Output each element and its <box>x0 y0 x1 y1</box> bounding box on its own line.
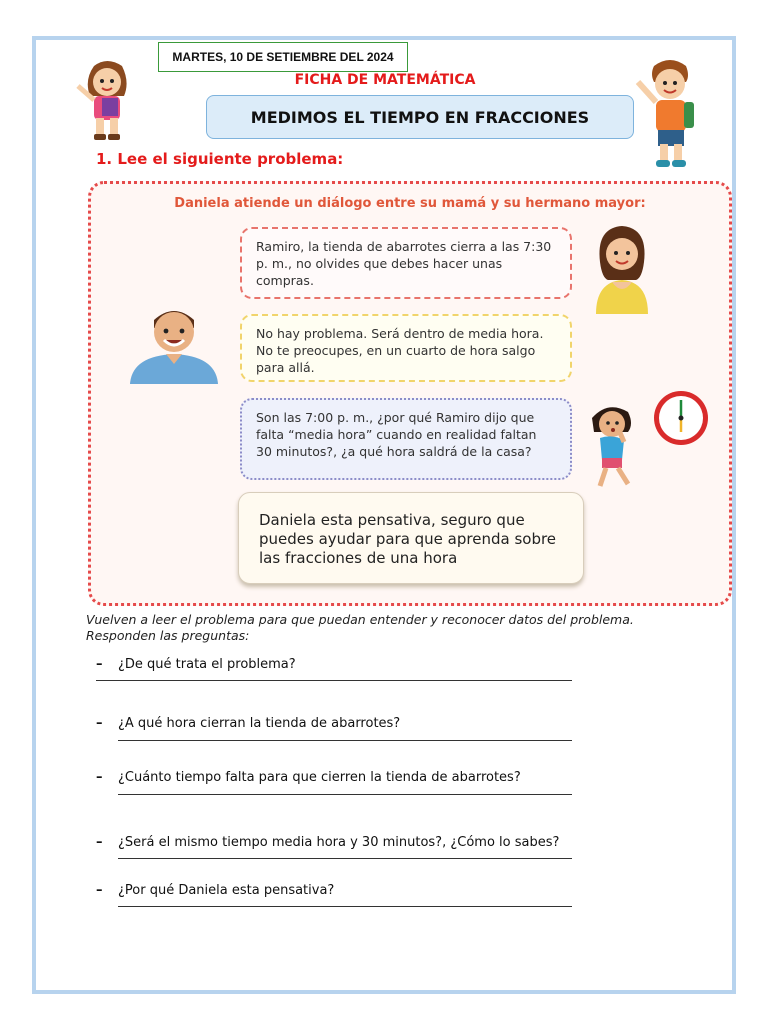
speech-bubble-brother: No hay problema. Será dentro de media hora. No te preocupes, en un cuarto de hora salgo para allá. <box>240 314 572 382</box>
question-text: ¿Será el mismo tiempo media hora y 30 minutos?, ¿Cómo lo sabes? <box>118 835 560 850</box>
speech-bubble-mom: Ramiro, la tienda de abarrotes cierra a las 7:30 p. m., no olvides que debes hacer unas compras. <box>240 227 572 299</box>
question-text: ¿Cuánto tiempo falta para que cierren la tienda de abarrotes? <box>118 770 521 785</box>
section-heading: 1. Lee el siguiente problema: <box>96 150 344 168</box>
question-text: ¿Por qué Daniela esta pensativa? <box>118 883 335 898</box>
story-heading: Daniela atiende un diálogo entre su mamá y su hermano mayor: <box>174 196 646 211</box>
bullet-dash: – <box>96 657 103 672</box>
bullet-dash: – <box>96 770 103 785</box>
question-item <box>96 657 716 672</box>
answer-line[interactable] <box>118 906 572 907</box>
conclusion-box: Daniela esta pensativa, seguro que puedes ayudar para que aprenda sobre las fracciones de una hora <box>238 492 584 584</box>
question-item <box>96 835 716 850</box>
worksheet-subtitle: FICHA DE MATEMÁTICA <box>294 72 476 88</box>
bullet-dash: – <box>96 835 103 850</box>
date-label: MARTES, 10 DE SETIEMBRE DEL 2024 <box>158 42 408 72</box>
page-title: MEDIMOS EL TIEMPO EN FRACCIONES <box>206 95 634 139</box>
instructions-text: Vuelven a leer el problema para que puedan entender y reconocer datos del problema. Responden las preguntas: <box>86 612 634 643</box>
mother-icon <box>582 222 662 314</box>
girl-student-icon <box>72 56 142 142</box>
question-text: ¿A qué hora cierran la tienda de abarrotes? <box>118 716 401 731</box>
question-item <box>96 770 716 785</box>
answer-line[interactable] <box>118 858 572 859</box>
question-text: ¿De qué trata el problema? <box>118 657 296 672</box>
clock-icon <box>640 388 722 448</box>
answer-line[interactable] <box>118 794 572 795</box>
pensive-girl-icon <box>578 398 648 490</box>
answer-line[interactable] <box>118 740 572 741</box>
bullet-dash: – <box>96 883 103 898</box>
question-item <box>96 716 716 731</box>
thought-bubble-daniela: Son las 7:00 p. m., ¿por qué Ramiro dijo que falta “media hora” cuando en realidad faltan 30 minutos?, ¿a qué hora saldrá de la casa? <box>240 398 572 480</box>
brother-icon <box>128 300 220 384</box>
bullet-dash: – <box>96 716 103 731</box>
boy-student-icon <box>628 56 710 174</box>
answer-line[interactable] <box>96 680 572 681</box>
question-item <box>96 883 716 898</box>
